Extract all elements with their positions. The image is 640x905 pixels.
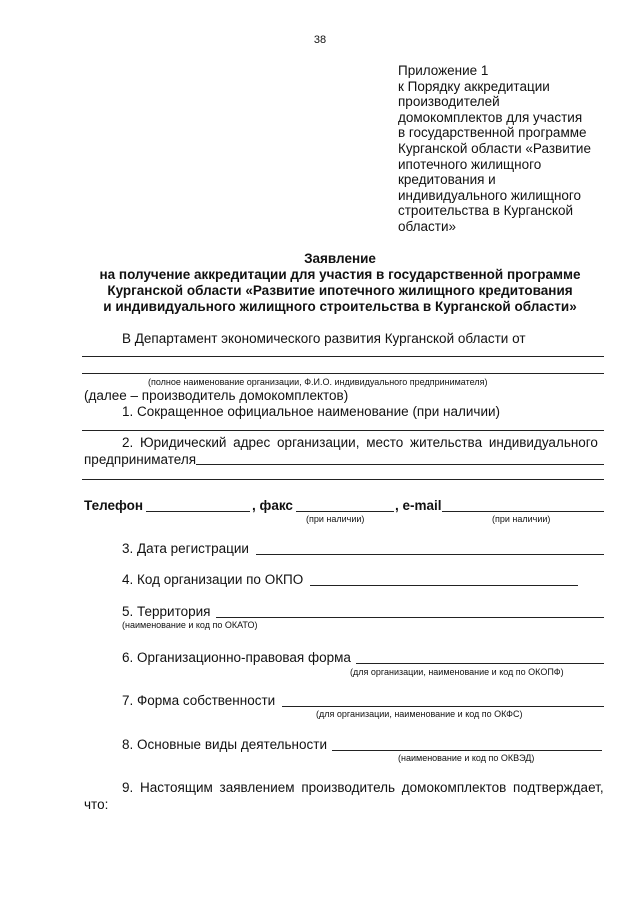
org-name-line-1[interactable] <box>82 356 604 357</box>
email-field[interactable] <box>442 511 604 512</box>
hereinafter-text: (далее – производитель домокомплектов) <box>84 388 349 403</box>
document-title <box>0 251 640 315</box>
appendix-line: производителей <box>398 94 500 110</box>
email-label: , e-mail <box>395 498 442 513</box>
org-name-line-2[interactable] <box>82 373 604 374</box>
item-7-label: 7. Форма собственности <box>122 693 276 708</box>
item-9-label-cont: что: <box>84 797 109 812</box>
item-4-label: 4. Код организации по ОКПО <box>122 572 304 587</box>
item-9-label: 9. Настоящим заявлением производитель домокомплектов подтверждает, <box>122 780 604 795</box>
phone-field[interactable] <box>146 511 250 512</box>
ownership-form-field[interactable] <box>282 706 604 707</box>
appendix-line: домокомплектов для участия <box>398 109 583 125</box>
item-2-label-cont: предпринимателя <box>84 452 197 467</box>
appendix-block <box>398 63 591 235</box>
territory-field[interactable] <box>216 617 604 618</box>
phone-label: Телефон <box>84 498 144 513</box>
appendix-line: к Порядку аккредитации <box>398 78 550 94</box>
item-6-label: 6. Организационно-правовая форма <box>122 650 351 665</box>
item-5-hint: (наименование и код по ОКАТО) <box>122 620 258 630</box>
item-3-label: 3. Дата регистрации <box>122 541 249 556</box>
appendix-line: строительства в Курганской <box>398 203 574 219</box>
item-7-hint: (для организации, наименование и код по ОКФС) <box>316 709 523 719</box>
registration-date-field[interactable] <box>256 554 604 555</box>
short-name-line[interactable] <box>82 430 604 431</box>
activities-field[interactable] <box>332 750 602 751</box>
title-line: на получение аккредитации для участия в государственной программе <box>99 267 581 282</box>
title-line: и индивидуального жилищного строительства в Курганской области» <box>103 299 577 314</box>
fax-field[interactable] <box>296 511 394 512</box>
appendix-line: индивидуального жилищного <box>398 187 582 203</box>
appendix-line: Курганской области «Развитие <box>398 140 591 156</box>
okpo-field[interactable] <box>310 585 578 586</box>
address-line-2[interactable] <box>82 479 604 480</box>
item-1-label: 1. Сокращенное официальное наименование (при наличии) <box>122 404 501 419</box>
appendix-line: ипотечного жилищного <box>398 156 542 172</box>
appendix-line: Приложение 1 <box>398 63 489 78</box>
item-5-label: 5. Территория <box>122 604 211 619</box>
item-6-hint: (для организации, наименование и код по ОКОПФ) <box>350 667 564 677</box>
title-line: Заявление <box>304 251 376 266</box>
address-line-1[interactable] <box>196 464 604 465</box>
fax-label: , факс <box>252 498 293 513</box>
to-department-text: В Департамент экономического развития Курганской области от <box>122 331 526 346</box>
appendix-line: области» <box>398 218 457 234</box>
page-number: 38 <box>313 34 327 46</box>
appendix-line: в государственной программе <box>398 125 587 141</box>
title-line: Курганской области «Развитие ипотечного жилищного кредитования <box>107 283 573 298</box>
item-2-label: 2. Юридический адрес организации, место жительства индивидуального <box>122 435 598 450</box>
org-name-hint: (полное наименование организации, Ф.И.О. индивидуального предпринимателя) <box>148 377 488 387</box>
item-8-label: 8. Основные виды деятельности <box>122 737 327 752</box>
appendix-line: кредитования и <box>398 172 496 188</box>
email-hint: (при наличии) <box>492 514 551 524</box>
fax-hint: (при наличии) <box>306 514 365 524</box>
item-8-hint: (наименование и код по ОКВЭД) <box>398 753 535 763</box>
legal-form-field[interactable] <box>356 663 604 664</box>
